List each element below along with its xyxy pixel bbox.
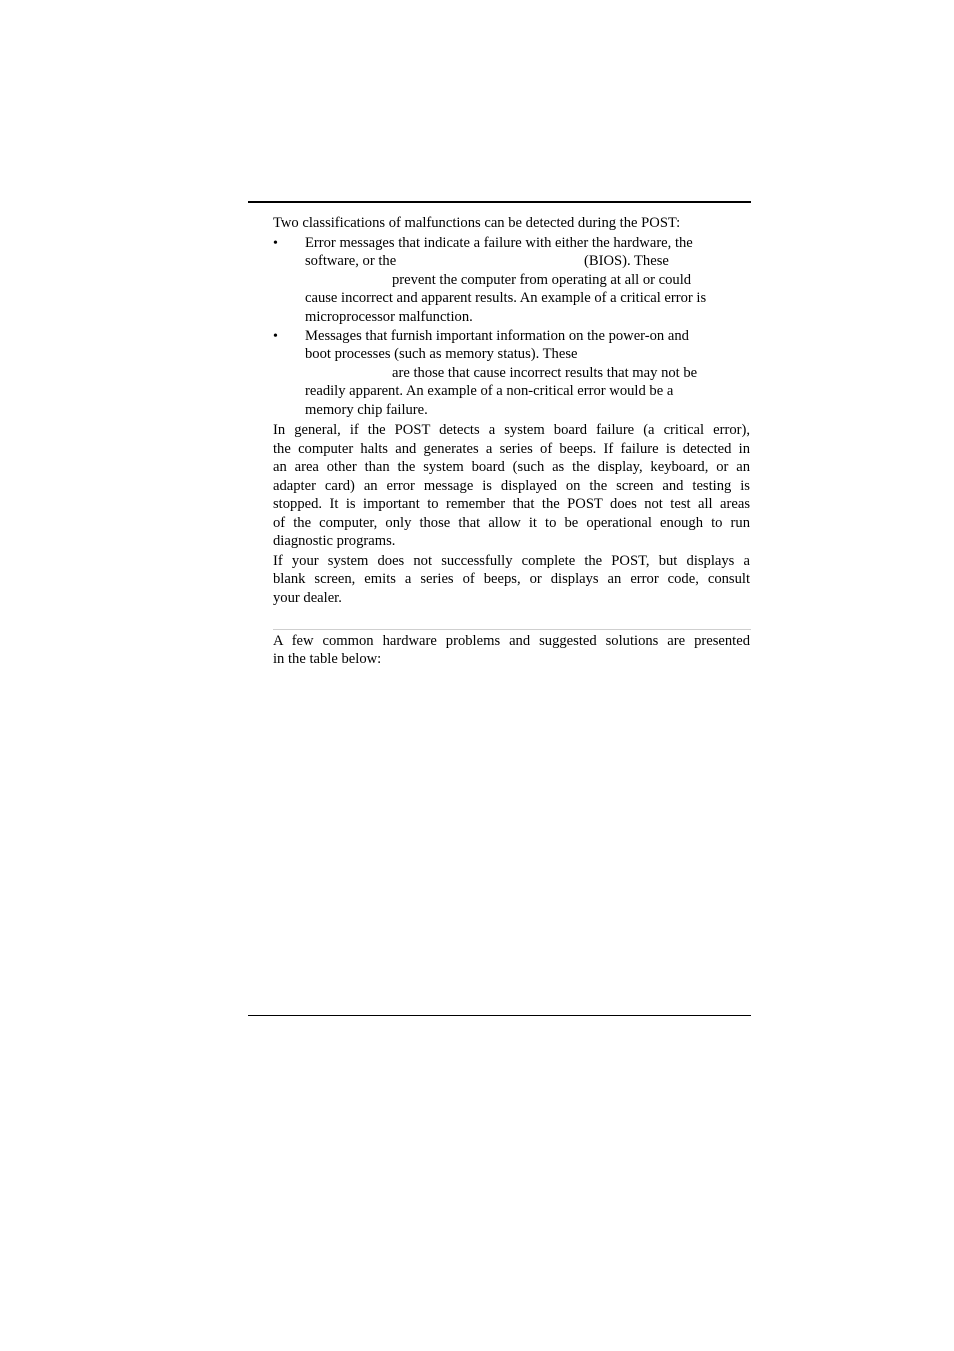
para1-line: the computer halts and generates a series of beeps. If failure is detected in	[273, 441, 750, 457]
intro-text: Two classifications of malfunctions can be detected during the POST:	[273, 215, 681, 231]
bullet-icon: •	[273, 329, 278, 344]
para1-line: stopped. It is important to remember that the POST does not test all areas	[273, 496, 750, 512]
para1-line: diagnostic programs.	[273, 533, 396, 549]
bullet1-line1: Error messages that indicate a failure with either the hardware, the	[305, 235, 693, 251]
bullet1-line3: prevent the computer from operating at all or could	[392, 272, 692, 288]
footer-rule	[248, 1015, 751, 1016]
bullet1-line4: cause incorrect and apparent results. An example of a critical error is	[305, 290, 707, 306]
bullet1-line2b: (BIOS). These	[584, 253, 669, 269]
para1-line: In general, if the POST detects a system board failure (a critical error),	[273, 422, 750, 438]
para3-line: in the table below:	[273, 651, 382, 667]
para1-line: an area other than the system board (such as the display, keyboard, or an	[273, 459, 750, 475]
para3-line: A few common hardware problems and suggested solutions are presented	[273, 633, 750, 649]
bullet2-line3: are those that cause incorrect results that may not be	[392, 365, 698, 381]
bullet2-line5: memory chip failure.	[305, 402, 428, 418]
para2-line: blank screen, emits a series of beeps, or displays an error code, consult	[273, 571, 750, 587]
bullet1-line5: microprocessor malfunction.	[305, 309, 473, 325]
bullet-icon: •	[273, 236, 278, 251]
section-divider	[273, 629, 751, 630]
bullet2-line1: Messages that furnish important information on the power-on and	[305, 328, 689, 344]
header-rule	[248, 201, 751, 203]
para1-line: of the computer, only those that allow it to be operational enough to run	[273, 515, 750, 531]
bullet2-line4: readily apparent. An example of a non-critical error would be a	[305, 383, 674, 399]
bullet1-line2a: software, or the	[305, 253, 397, 269]
para2-line: your dealer.	[273, 590, 342, 606]
para2-line: If your system does not successfully complete the POST, but displays a	[273, 553, 750, 569]
para1-line: adapter card) an error message is displayed on the screen and testing is	[273, 478, 750, 494]
bullet2-line2: boot processes (such as memory status). These	[305, 346, 578, 362]
